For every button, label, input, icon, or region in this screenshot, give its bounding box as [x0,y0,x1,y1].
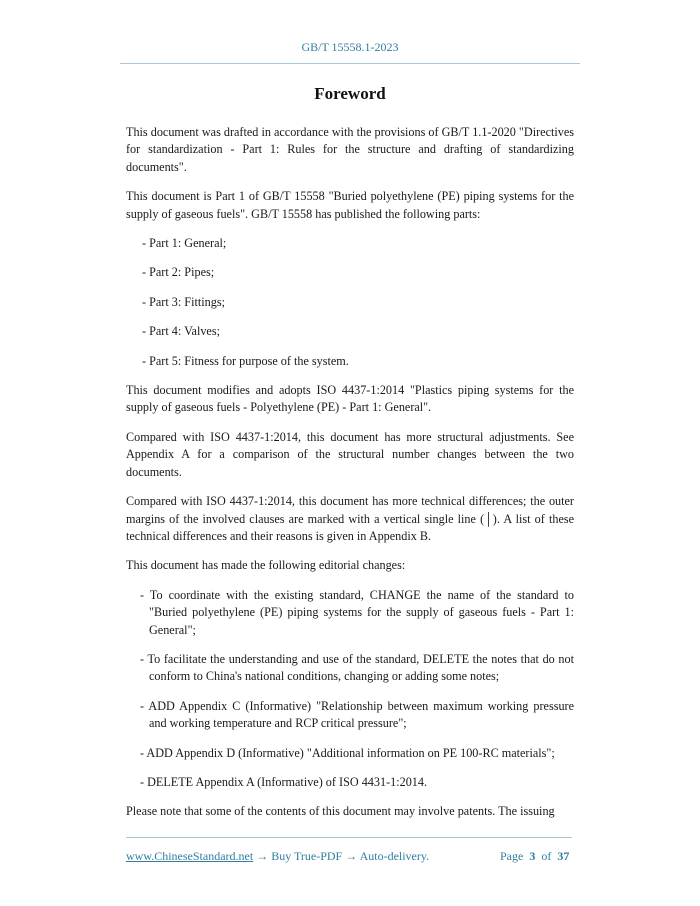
footer-promo [126,849,429,864]
list-item-part-4: - Part 4: Valves; [142,324,220,339]
paragraph-patent-notice: Please note that some of the contents of this document may involve patents. The issuing [126,804,555,819]
footer-tagline: → Buy True-PDF → Auto-delivery. [253,849,430,863]
list-item-change-3: - ADD Appendix C (Informative) "Relationship between maximum working pressure and working temperature and RCP critical pressure"; [140,698,574,731]
document-body [126,124,574,833]
paragraph-editorial-intro: This document has made the following editorial changes: [126,558,406,573]
paragraph-technical-differences: Compared with ISO 4437-1:2014, this document has more technical differences; the outer margins of the involved clauses are marked with a vertical single line (│). A list of these technical differences and their reasons is given in Appendix B. [126,494,574,543]
list-item-part-2: - Part 2: Pipes; [142,265,215,280]
page-label: Page [500,849,524,863]
page-title: Foreword [314,84,386,103]
document-number: GB/T 15558.1-2023 [301,40,399,54]
header-divider [120,63,580,64]
list-item-change-4: - ADD Appendix D (Informative) "Additional information on PE 100-RC materials"; [140,745,555,760]
footer-divider [126,837,572,838]
paragraph-structural-changes: Compared with ISO 4437-1:2014, this document has more structural adjustments. See Appendix A for a comparison of the structural number changes between the two documents. [126,429,574,479]
page-total: 37 [557,849,570,863]
list-item-part-3: - Part 3: Fittings; [142,294,225,309]
list-item-change-1: - To coordinate with the existing standard, CHANGE the name of the standard to "Buried polyethylene (PE) piping systems for the supply of gaseous fuels - Part 1: General"; [140,587,574,637]
paragraph-drafting-basis: This document was drafted in accordance with the provisions of GB/T 1.1-2020 "Directives for standardization - Part 1: Rules for the structure and drafting of standardizing documents". [126,125,574,174]
page-current: 3 [529,849,536,863]
site-link[interactable]: www.ChineseStandard.net [126,849,254,863]
paragraph-iso-adoption: This document modifies and adopts ISO 4437-1:2014 "Plastics piping systems for the supply of gaseous fuels - Polyethylene (PE) - Part 1: General". [126,383,574,415]
list-item-part-1: - Part 1: General; [142,236,227,251]
page-of: of [541,849,552,863]
list-item-part-5: - Part 5: Fitness for purpose of the system. [142,353,349,368]
list-item-change-5: - DELETE Appendix A (Informative) of ISO 4431-1:2014. [140,774,428,789]
paragraph-part-intro: This document is Part 1 of GB/T 15558 "Buried polyethylene (PE) piping systems for the supply of gaseous fuels". GB/T 15558 has published the following parts: [126,189,574,221]
page-indicator [500,849,569,864]
list-item-change-2: - To facilitate the understanding and use of the standard, DELETE the notes that do not conform to China's national conditions, changing or adding some notes; [140,651,574,684]
